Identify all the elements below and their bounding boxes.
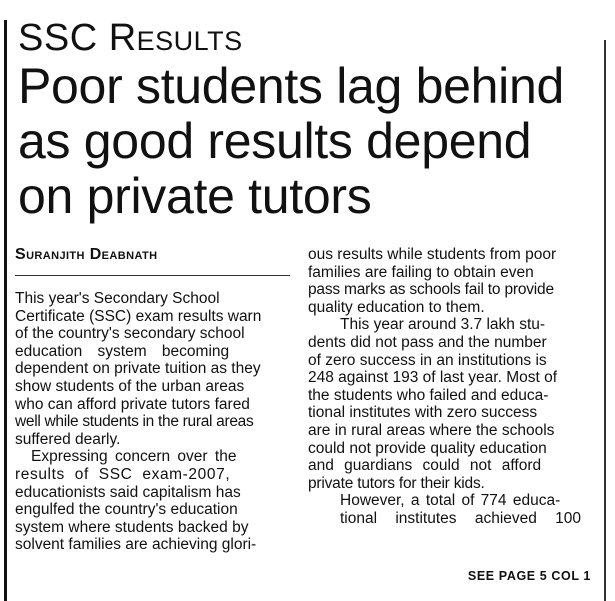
body-line: show students of the urban areas: [15, 377, 245, 395]
body-line: ous results while students from poor: [308, 246, 557, 263]
body-line: This year around 3.7 lakh stu-: [340, 316, 546, 334]
body-line: This year's Secondary School: [15, 290, 220, 307]
body-line: Expressing concern over the: [31, 448, 237, 466]
continuation-jump: SEE PAGE 5 COL 1: [467, 569, 591, 583]
body-line: suffered dearly.: [15, 430, 121, 448]
body-line: of zero success in an institutions is: [308, 351, 547, 369]
body-line: tional institutes achieved 100: [340, 509, 582, 527]
headline: [18, 59, 608, 224]
body-line: education system becoming: [15, 342, 230, 360]
kicker-tail: esults: [136, 17, 243, 59]
body-line: educationists said capitalism has: [15, 483, 241, 501]
body-line: 248 against 193 of last year. Most of: [308, 369, 558, 387]
byline-divider: [15, 275, 290, 276]
body-line: could not provide quality education: [308, 439, 547, 457]
body-line: private tutors for their kids.: [308, 474, 485, 492]
body-line: engulfed the country's education: [15, 501, 238, 519]
body-line: solvent families are achieving glori-: [15, 536, 257, 554]
left-border-rule: [4, 20, 7, 601]
body-line: well while students in the rural areas: [15, 413, 254, 431]
body-line: dependent on private tuition as they: [15, 360, 261, 378]
headline-line: on private tutors: [18, 168, 372, 224]
body-line: and guardians could not afford: [308, 457, 542, 475]
body-line: the students who failed and educa-: [308, 386, 549, 404]
body-line: tional institutes with zero success: [308, 404, 538, 422]
body-line: However, a total of 774 educa-: [340, 492, 561, 510]
body-line: families are failing to obtain even: [308, 263, 534, 281]
kicker-lead: SSC R: [18, 17, 137, 59]
section-kicker: [18, 18, 243, 58]
headline-line: as good results depend: [18, 113, 532, 169]
body-line: results of SSC exam-2007,: [15, 465, 231, 483]
body-column-2: [308, 246, 598, 528]
body-column-1: [15, 290, 290, 554]
headline-line: Poor students lag behind: [18, 58, 564, 114]
body-line: are in rural areas where the schools: [308, 421, 555, 439]
body-line: system where students backed by: [15, 518, 249, 536]
body-line: quality education to them.: [308, 298, 485, 316]
body-line: of the country's secondary school: [15, 325, 245, 343]
body-line: Certificate (SSC) exam results warn: [15, 307, 262, 325]
body-line: who can afford private tutors fared: [15, 395, 250, 413]
byline: Suranjith Deabnath: [15, 246, 158, 263]
body-line: dents did not pass and the number: [308, 333, 547, 351]
body-line: pass marks as schools fail to provide: [308, 281, 554, 299]
